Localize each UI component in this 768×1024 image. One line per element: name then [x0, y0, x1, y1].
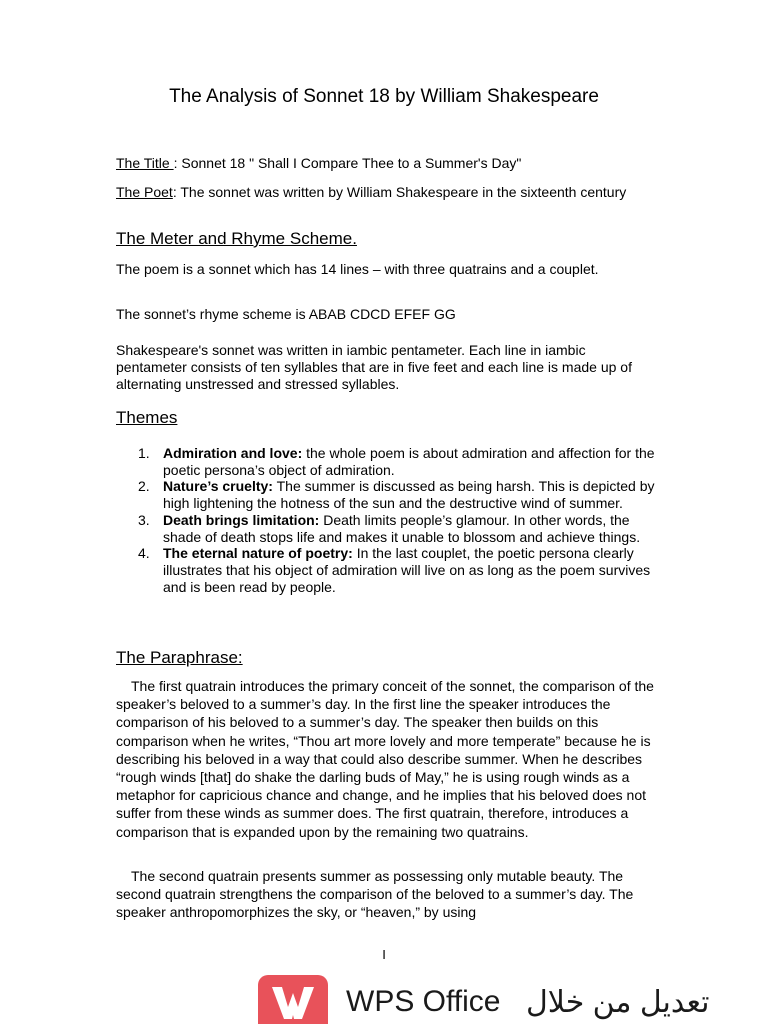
theme-item — [116, 445, 656, 478]
poet-field-value: : The sonnet was written by William Shakespeare in the sixteenth century — [172, 184, 627, 200]
theme-item — [116, 478, 656, 511]
paraphrase-paragraph-second: The second quatrain presents summer as possessing only mutable beauty. The second quatrain strengthens the comparison of the beloved to a summer’s day. The speaker anthropomorphizes the sky, or “heaven,” by using — [116, 868, 634, 921]
theme-number: 1. — [138, 445, 150, 461]
theme-label: Nature’s cruelty: — [163, 478, 273, 495]
themes-heading: Themes — [116, 408, 178, 427]
theme-label: Death brings limitation: — [163, 511, 320, 528]
document-title: The Analysis of Sonnet 18 by William Shakespeare — [169, 86, 599, 107]
title-field-value: : Sonnet 18 " Shall I Compare Thee to a Summer's Day" — [173, 155, 522, 171]
theme-text: Death limits people’s glamour. In other words, the shade of death stops life and makes it unable to blossom and achieve things. — [163, 511, 641, 545]
poet-field-label: The Poet — [116, 184, 173, 200]
theme-label: Admiration and love: — [163, 445, 303, 461]
title-field — [116, 155, 656, 172]
theme-item — [116, 512, 656, 545]
meter-heading: The Meter and Rhyme Scheme. — [116, 229, 357, 248]
paraphrase-paragraph-first: The first quatrain introduces the primary conceit of the sonnet, the comparison of the speaker’s beloved to a summer’s day. In the first line the speaker introduces the comparison of his beloved to a summer’s day. The speaker then builds on this comparison when he writes, “Thou art more lovely and more temperate” because he is describing his beloved in a way that could also describe summer. When he describes “rough winds [that] do shake the darling buds of May,” he is using rough winds as a metaphor for capricious chance and change, and he implies that his beloved does not suffer from these winds as summer does. The first quatrain, therefore, introduces a comparison that is expanded upon by the remaining two quatrains. — [116, 678, 654, 840]
theme-number: 4. — [138, 545, 150, 562]
meter-paragraph-lines: The poem is a sonnet which has 14 lines – with three quatrains and a couplet. — [116, 261, 599, 277]
page-number: I — [382, 947, 386, 962]
meter-paragraph-pentameter: Shakespeare's sonnet was written in iambic pentameter. Each line in iambic pentameter consists of ten syllables that are in five feet and each line is made up of alternating unstressed and stressed syllables. — [116, 342, 632, 392]
themes-list — [116, 445, 656, 595]
theme-label: The eternal nature of poetry: — [163, 545, 353, 562]
theme-text: the whole poem is about admiration and affection for the poetic persona’s object of admiration. — [163, 445, 655, 478]
poet-field — [116, 184, 656, 201]
wps-watermark — [258, 975, 768, 1024]
theme-text: The summer is discussed as being harsh. This is depicted by high lightening the hotness of the sun and the destructive wind of summer. — [163, 478, 655, 512]
theme-number: 2. — [138, 478, 150, 495]
title-field-label: The Title — [116, 155, 174, 171]
wps-arabic-text: تعديل من خلال — [526, 986, 710, 1019]
meter-paragraph-rhyme: The sonnet’s rhyme scheme is ABAB CDCD EFEF GG — [116, 306, 456, 322]
theme-item — [116, 545, 656, 595]
wps-logo-icon — [258, 975, 328, 1024]
wps-brand-text: WPS Office — [346, 985, 501, 1018]
paraphrase-heading: The Paraphrase: — [116, 648, 243, 667]
theme-number: 3. — [138, 511, 150, 528]
theme-text: In the last couplet, the poetic persona clearly illustrates that his object of admiration will live on as long as the poem survives and is been read by people. — [163, 545, 651, 595]
